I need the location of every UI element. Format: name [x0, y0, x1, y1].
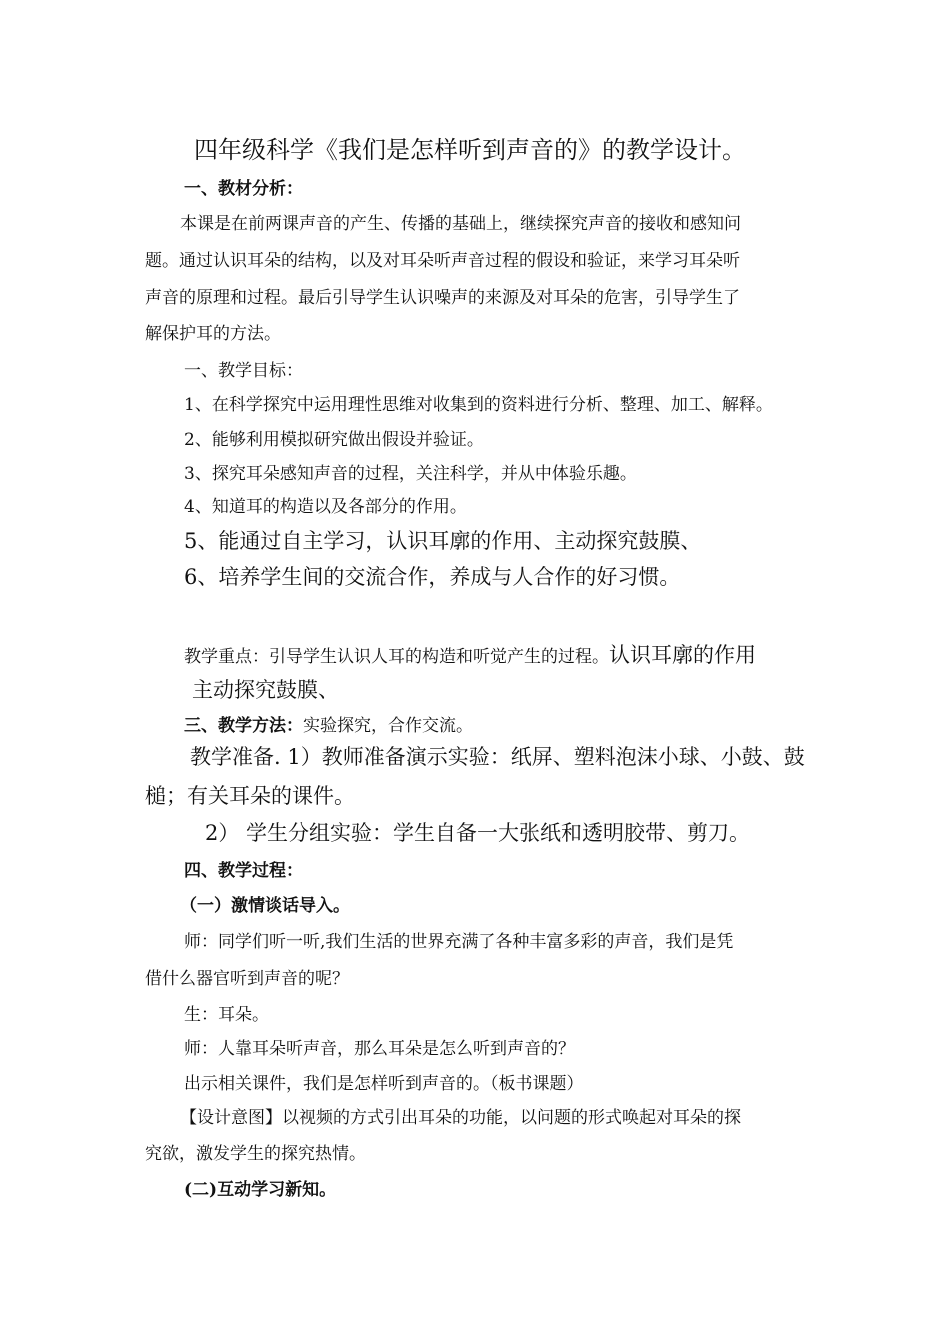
paragraph-line: 声音的原理和过程。最后引导学生认识噪声的来源及对耳朵的危害，引导学生了 [145, 288, 740, 308]
goal-item: 5、能通过自主学习，认识耳廓的作用、主动探究鼓膜、 [184, 529, 702, 553]
teaching-focus-continued: 主动探究鼓膜、 [192, 678, 339, 702]
section-heading-goals: 一、教学目标： [184, 361, 303, 381]
paragraph-line: 师：人靠耳朵听声音，那么耳朵是怎么听到声音的？ [184, 1039, 575, 1059]
teaching-focus-text: 认识耳廓的作用 [609, 643, 756, 667]
teaching-method [184, 715, 473, 737]
doc-title: 四年级科学《我们是怎样听到声音的》的教学设计。 [194, 136, 746, 164]
section-heading-process: 四、教学过程： [184, 861, 303, 881]
paragraph-line: 师：同学们听一听,我们生活的世界充满了各种丰富多彩的声音，我们是凭 [184, 932, 734, 952]
paragraph-line: 解保护耳的方法。 [145, 324, 281, 344]
teaching-focus-text: 教学重点：引导学生认识人耳的构造和听觉产生的过程。 [184, 647, 609, 667]
goal-item: 3、探究耳朵感知声音的过程，关注科学，并从中体验乐趣。 [184, 464, 637, 484]
paragraph-line: 【设计意图】以视频的方式引出耳朵的功能，以问题的形式唤起对耳朵的探 [180, 1108, 741, 1128]
section-heading-materials: 一、教材分析： [184, 179, 303, 199]
goal-item: 4、知道耳的构造以及各部分的作用。 [184, 497, 467, 517]
goal-item: 1、在科学探究中运用理性思维对收集到的资料进行分析、整理、加工、解释。 [184, 395, 773, 415]
paragraph-line: 究欲，激发学生的探究热情。 [145, 1144, 366, 1164]
goal-item: 6、培养学生间的交流合作，养成与人合作的好习惯。 [184, 565, 681, 589]
paragraph-line: 题。通过认识耳朵的结构，以及对耳朵听声音过程的假设和验证，来学习耳朵听 [145, 251, 740, 271]
paragraph-line: 生：耳朵。 [184, 1005, 269, 1025]
subsection-heading: （一）激情谈话导入。 [180, 896, 350, 916]
goal-item: 2、能够利用模拟研究做出假设并验证。 [184, 430, 484, 450]
teaching-method-text: 实验探究，合作交流。 [303, 716, 473, 736]
teaching-focus [184, 641, 756, 669]
preparation-line: 教学准备. 1）教师准备演示实验：纸屏、塑料泡沫小球、小鼓、鼓 [190, 745, 805, 769]
paragraph-line: 本课是在前两课声音的产生、传播的基础上，继续探究声音的接收和感知问 [180, 214, 741, 234]
preparation-line: 2） 学生分组实验：学生自备一大张纸和透明胶带、剪刀。 [205, 821, 751, 845]
teaching-method-label: 三、教学方法： [184, 716, 303, 736]
preparation-line: 槌；有关耳朵的课件。 [145, 784, 355, 808]
paragraph-line: 借什么器官听到声音的呢？ [145, 969, 349, 989]
subsection-heading: (二)互动学习新知。 [184, 1180, 337, 1200]
paragraph-line: 出示相关课件，我们是怎样听到声音的。（板书课题） [184, 1074, 584, 1094]
